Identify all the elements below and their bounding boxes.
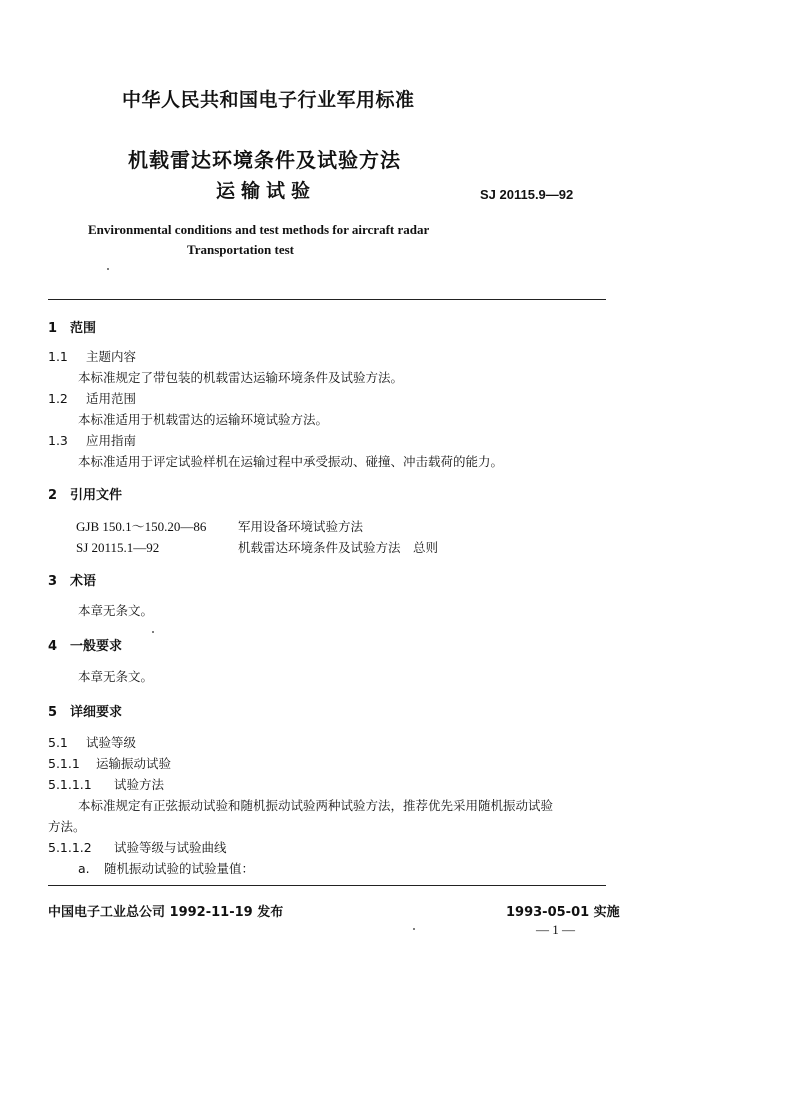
list-item-a [78,859,254,877]
section-title: 引用文件 [70,488,123,503]
section-title: 试验方法 [114,777,165,792]
section-5-1-1-heading [48,754,171,772]
section-5-1-1-2-heading [48,838,227,856]
section-title: 一般要求 [70,639,123,654]
reference-code: SJ 20115.1—92 [76,540,160,555]
section-1-1-body: 本标准规定了带包装的机载雷达运输环境条件及试验方法。 [78,370,404,385]
section-1-2-heading [48,389,136,407]
section-1-3-heading [48,431,136,449]
section-4-heading [48,635,122,654]
section-number: 5 [48,705,58,720]
section-number: 1 [48,321,58,336]
section-5-1-1-1-heading [48,775,164,793]
effective-date: 1993-05-01 实施 [506,905,620,920]
section-number: 1.1 [48,349,68,364]
standard-number: SJ 20115.9—92 [480,187,574,202]
english-title-line2: Transportation test [187,242,295,257]
section-1-2-body: 本标准适用于机载雷达的运输环境试验方法。 [78,412,329,427]
document-subtitle: 运输试验 [216,180,317,202]
section-5-1-heading [48,733,136,751]
list-item-text: 随机振动试验的试验量值： [104,861,255,876]
reference-name: 军用设备环境试验方法 [238,519,364,534]
section-title: 范围 [70,321,97,336]
section-title: 运输振动试验 [96,756,172,771]
section-1-3-body: 本标准适用于评定试验样机在运输过程中承受振动、碰撞、冲击载荷的能力。 [78,454,504,469]
section-5-heading [48,701,122,720]
section-3-heading [48,570,96,589]
section-number: 1.3 [48,433,68,448]
section-title: 试验等级 [86,735,137,750]
issue-date: 中国电子工业总公司 1992-11-19 发布 [48,905,284,920]
document-title: 机载雷达环境条件及试验方法 [128,148,401,172]
scan-speck [152,631,154,633]
english-title-line1: Environmental conditions and test methods for aircraft radar [88,222,430,237]
section-title: 应用指南 [86,433,137,448]
section-title: 适用范围 [86,391,137,406]
section-number: 2 [48,488,58,503]
scan-speck [107,268,109,270]
section-1-1-heading [48,347,136,365]
section-3-body: 本章无条文。 [78,603,154,618]
reference-name: 机载雷达环境条件及试验方法 总则 [238,540,439,555]
section-number: 1.2 [48,391,68,406]
reference-code: GJB 150.1～150.20—86 [76,519,207,534]
section-number: 4 [48,639,58,654]
section-5-1-1-1-body-line2: 方法。 [48,819,86,834]
reference-row [76,538,438,556]
section-5-1-1-1-body-line1: 本标准规定有正弦振动试验和随机振动试验两种试验方法，推荐优先采用随机振动试验 [78,798,554,813]
section-title: 主题内容 [86,349,137,364]
section-title: 术语 [70,574,97,589]
list-item-label: a. [78,861,90,876]
reference-row [76,516,363,535]
section-1-heading [48,317,96,336]
section-number: 3 [48,574,58,589]
section-number: 5.1.1.2 [48,840,92,855]
section-number: 5.1.1.1 [48,777,92,792]
section-title: 试验等级与试验曲线 [114,840,227,855]
section-title: 详细要求 [70,705,123,720]
issuing-organization: 中华人民共和国电子行业军用标准 [122,89,415,111]
section-number: 5.1.1 [48,756,80,771]
section-2-heading [48,484,122,503]
page-number: — 1 — [536,922,575,937]
section-number: 5.1 [48,735,68,750]
section-4-body: 本章无条文。 [78,669,154,684]
header-divider [48,299,606,300]
footer-divider [48,885,606,886]
scan-speck [413,928,415,930]
